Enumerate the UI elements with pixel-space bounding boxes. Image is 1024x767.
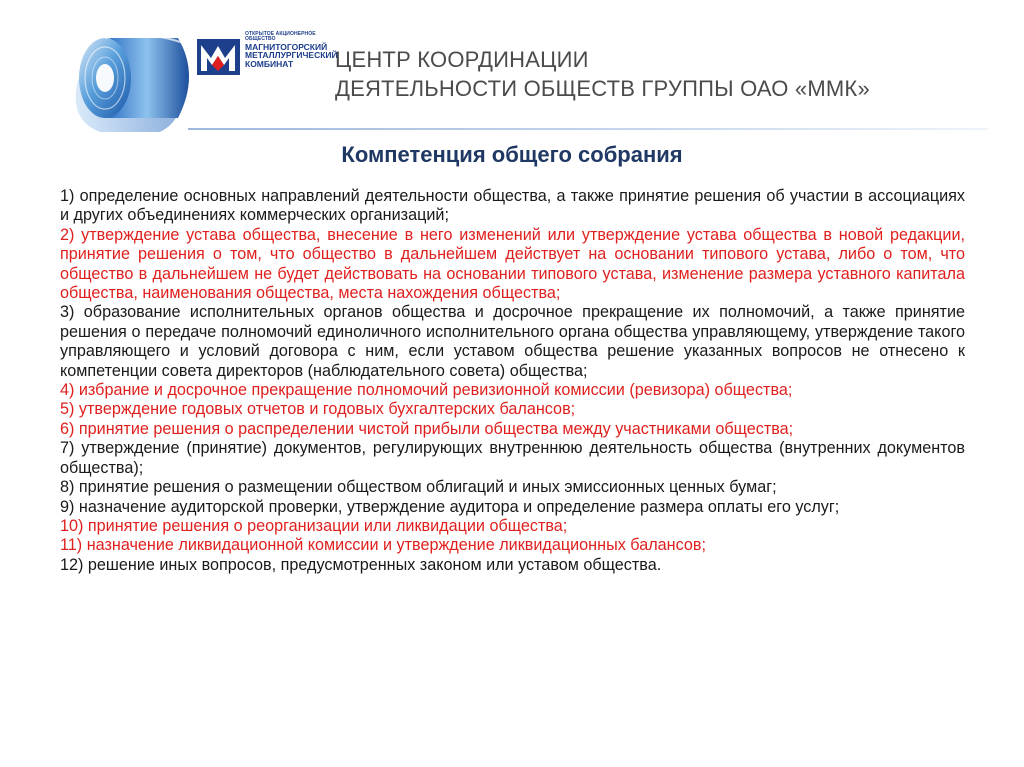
company-type-line: ОТКРЫТОЕ АКЦИОНЕРНОЕ ОБЩЕСТВО (245, 31, 316, 43)
list-item: 7) утверждение (принятие) документов, регулирующих внутреннюю деятельность общества (внутренних документов общества); (60, 439, 965, 477)
list-item: 3) образование исполнительных органов общества и досрочное прекращение их полномочий, а также принятие решения о передаче полномочий единоличного исполнительного органа общества управляющему, утверждение такого управляющего и условий договора с ним, если уставом общества решение указанных вопросов не отнесено к компетенции совета директоров (наблюдательного совета) общества; (60, 303, 965, 380)
list-item: 6) принятие решения о распределении чистой прибыли общества между участниками общества; (60, 419, 794, 438)
company-name-line-2: МЕТАЛЛУРГИЧЕСКИЙ (245, 50, 338, 61)
header-title-line-2: ДЕЯТЕЛЬНОСТИ ОБЩЕСТВ ГРУППЫ ОАО «ММК» (335, 76, 870, 101)
company-name (245, 31, 338, 70)
list-item: 5) утверждение годовых отчетов и годовых бухгалтерских балансов; (60, 400, 576, 419)
competence-list (60, 187, 965, 575)
steel-coil-image (60, 20, 210, 140)
list-item: 2) утверждение устава общества, внесение в него изменений или утверждение устава общества в новой редакции, принятие решения о том, что общество в дальнейшем действует на основании типового устава, либо о том, что общество в дальнейшем не будет действовать на основании типового устава, изменение размера уставного капитала общества, наименования общества, места нахождения общества; (60, 225, 965, 303)
list-item: 8) принятие решения о размещении обществом облигаций и иных эмиссионных ценных бумаг; (60, 478, 777, 497)
company-name-line-3: КОМБИНАТ (245, 59, 294, 70)
slide-heading: Компетенция общего собрания (341, 142, 683, 167)
list-item: 1) определение основных направлений деятельности общества, а также принятие решения об участии в ассоциациях и других объединениях коммерческих организаций; (60, 187, 965, 225)
list-item: 12) решение иных вопросов, предусмотренных законом или уставом общества. (60, 555, 662, 574)
company-name-line-1: МАГНИТОГОРСКИЙ (245, 41, 328, 52)
mmk-logo-icon (196, 38, 241, 76)
list-item: 4) избрание и досрочное прекращение полномочий ревизионной комиссии (ревизора) общества; (60, 381, 793, 400)
header-divider (188, 128, 988, 130)
list-item: 10) принятие решения о реорганизации или ликвидации общества; (60, 516, 568, 535)
header-title-line-1: ЦЕНТР КООРДИНАЦИИ (335, 47, 589, 72)
list-item: 11) назначение ликвидационной комиссии и утверждение ликвидационных балансов; (60, 536, 706, 555)
header-title (335, 45, 975, 103)
list-item: 9) назначение аудиторской проверки, утверждение аудитора и определение размера оплаты его услуг; (60, 497, 840, 516)
